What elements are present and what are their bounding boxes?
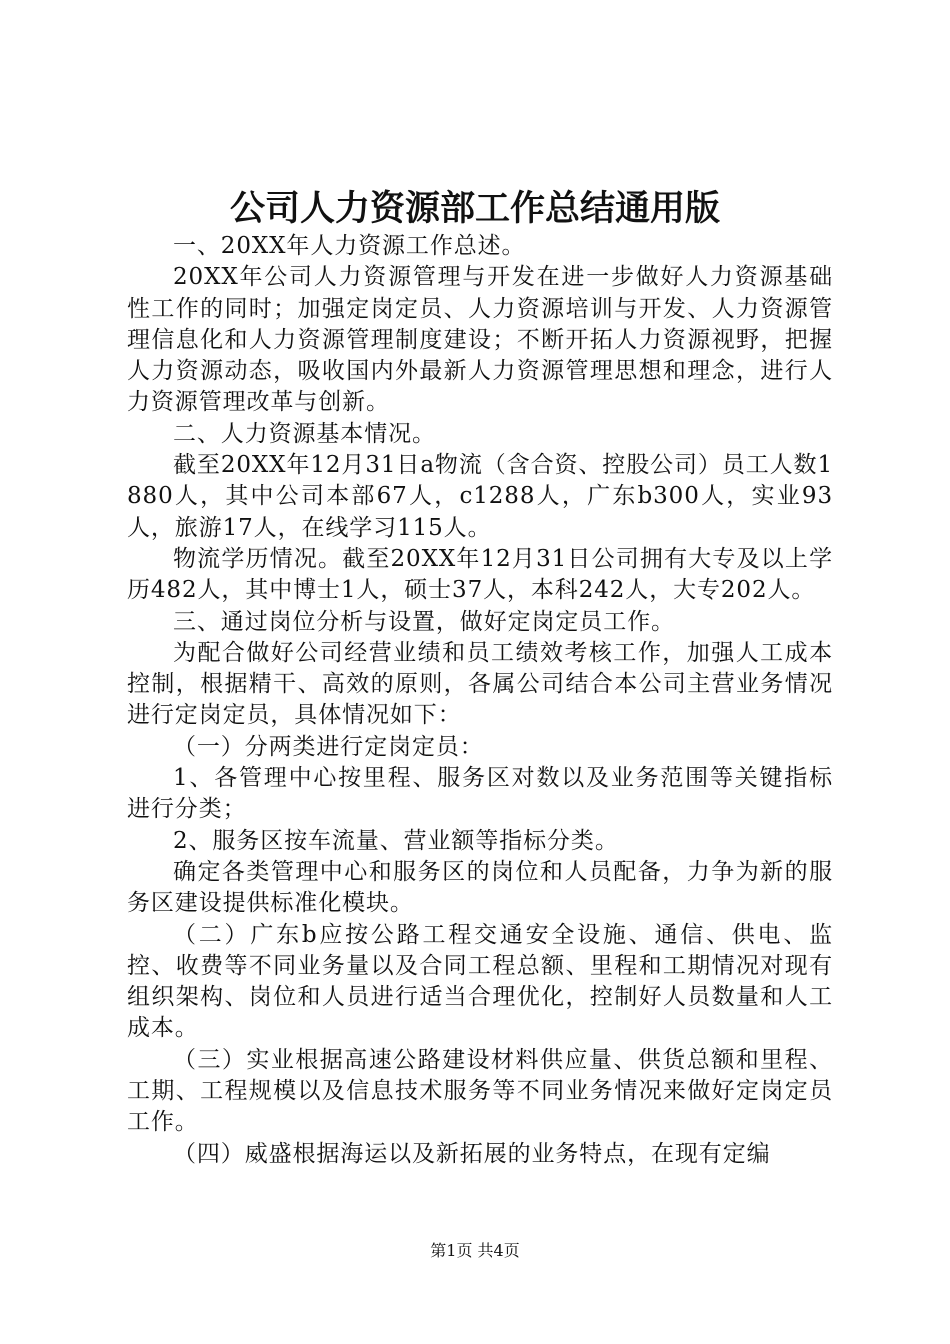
document-title: 公司人力资源部工作总结通用版 xyxy=(229,188,720,229)
paragraph: 为配合做好公司经营业绩和员工绩效考核工作，加强人工成本控制，根据精干、高效的原则，各属公司结合本公司主营业务情况进行定岗定员，具体情况如下： xyxy=(127,639,833,729)
paragraph: （二）广东b应按公路工程交通安全设施、通信、供电、监控、收费等不同业务量以及合同工程总额、里程和工期情况对现有组织架构、岗位和人员进行适当合理优化，控制好人员数量和人工成本。 xyxy=(127,921,833,1042)
document-body xyxy=(127,231,833,1170)
paragraph: 二、人力资源基本情况。 xyxy=(173,420,436,447)
paragraph: （一）分两类进行定岗定员： xyxy=(173,733,484,760)
paragraph: 截至20XX年12月31日a物流（含合资、控股公司）员工人数1880人，其中公司本部67人，c1288人，广东b300人，实业93人，旅游17人，在线学习115人。 xyxy=(127,452,833,541)
paragraph: 确定各类管理中心和服务区的岗位和人员配备，力争为新的服务区建设提供标准化模块。 xyxy=(127,858,833,917)
page-footer: 第1页 共4页 xyxy=(430,1241,520,1260)
paragraph: （三）实业根据高速公路建设材料供应量、供货总额和里程、工期、工程规模以及信息技术服务等不同业务情况来做好定岗定员工作。 xyxy=(127,1046,833,1136)
paragraph: 20XX年公司人力资源管理与开发在进一步做好人力资源基础性工作的同时；加强定岗定员、人力资源培训与开发、人力资源管理信息化和人力资源管理制度建设；不断开拓人力资源视野，把握人力资源动态，吸收国内外最新人力资源管理思想和理念，进行人力资源管理改革与创新。 xyxy=(127,264,833,416)
paragraph: 一、20XX年人力资源工作总述。 xyxy=(173,233,526,259)
paragraph: （四）威盛根据海运以及新拓展的业务特点，在现有定编 xyxy=(173,1140,771,1167)
paragraph: 物流学历情况。截至20XX年12月31日公司拥有大专及以上学历482人，其中博士1人，硕士37人，本科242人，大专202人。 xyxy=(127,545,833,604)
paragraph: 三、通过岗位分析与设置，做好定岗定员工作。 xyxy=(173,608,675,635)
paragraph: 1、各管理中心按里程、服务区对数以及业务范围等关键指标进行分类； xyxy=(127,765,833,823)
paragraph: 2、服务区按车流量、营业额等指标分类。 xyxy=(173,827,619,854)
